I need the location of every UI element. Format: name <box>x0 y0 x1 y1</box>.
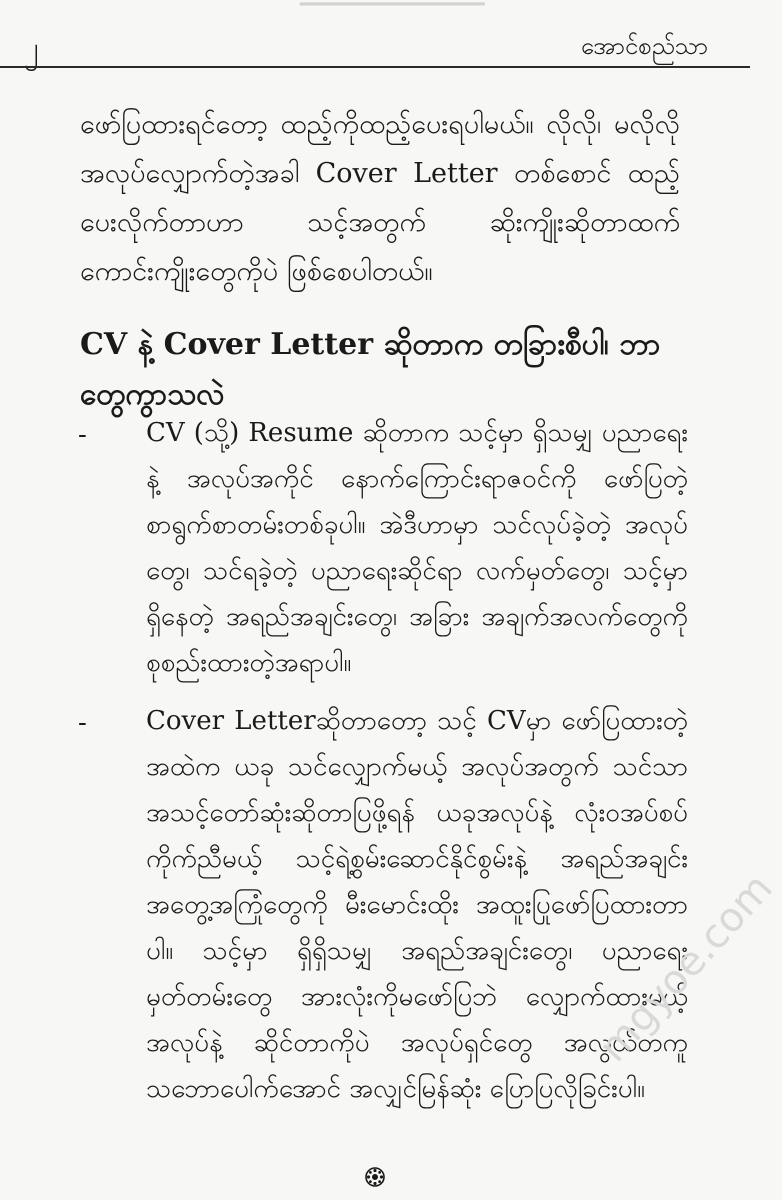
bullet-text: CV (သို့) Resume ဆိုတာက သင့်မှာ ရှိသမျှ ပညာရေးနဲ့ အလုပ်အကိုင် နောက်ကြောင်းရာဇဝင်ကို ဖော်ပြတဲ့စာရွက်စာတမ်းတစ်ခုပါ။ အဲဒီဟာမှာ သင်လုပ်ခဲ့တဲ့ အလုပ်တွေ၊ သင်ရခဲ့တဲ့ ပညာရေးဆိုင်ရာ လက်မှတ်တွေ၊ သင့်မှာ ရှိနေတဲ့ အရည်အချင်းတွေ၊ အခြား အချက်အလက်တွေကို စုစည်းထားတဲ့အရာပါ။ <box>146 418 688 678</box>
bullet-marker: - <box>78 708 87 738</box>
section-heading: CV နဲ့ Cover Letter ဆိုတာက တခြားစီပါ၊ ဘာတွေကွာသလဲ <box>80 327 661 412</box>
running-head-author: အောင်စည်သာ <box>580 32 708 60</box>
bullet-text: Cover Letterဆိုတာတော့ သင့် CVမှာ ဖော်ပြထားတဲ့ အထဲက ယခု သင်လျှောက်မယ့် အလုပ်အတွက် သင်သာ အသင့်တော်ဆုံးဆိုတာပြဖို့ရန် ယခုအလုပ်နဲ့ လုံးဝအပ်စပ်ကိုက်ညီမယ့် သင့်ရဲ့စွမ်းဆောင်နိုင်စွမ်းနဲ့ အရည်အချင်း အတွေ့အကြုံတွေကို မီးမောင်းထိုး အထူးပြုဖော်ပြထားတာပါ။ သင့်မှာ ရှိရှိသမျှ အရည်အချင်းတွေ၊ ပညာရေးမှတ်တမ်းတွေ အားလုံးကိုမဖော်ပြဘဲ လျှောက်ထားမယ့် အလုပ်နဲ့ ဆိုင်တာကိုပဲ အလုပ်ရှင်တွေ အလွယ်တကူ သဘောပေါက်အောင် အလျှင်မြန်ဆုံး ပြောပြလိုခြင်းပါ။ <box>146 706 688 1104</box>
header-rule <box>0 66 750 68</box>
bullet-list <box>78 410 688 1124</box>
bleed-through-text: ▔▔▔▔▔▔▔▔▔▔▔▔ <box>300 2 485 26</box>
page-number: ၂ <box>24 31 39 66</box>
bullet-marker: - <box>78 420 87 450</box>
intro-paragraph: ဖော်ပြထားရင်တော့ ထည့်ကိုထည့်ပေးရပါမယ်။ လိုလို၊ မလိုလို အလုပ်လျှောက်တဲ့အခါ Cover Letter တစ်စောင် ထည့်ပေးလိုက်တာဟာ သင့်အတွက် ဆိုးကျိုးဆိုတာထက် ကောင်းကျိုးတွေကိုပဲ ဖြစ်စေပါတယ်။ <box>80 109 680 287</box>
list-item <box>78 698 688 1112</box>
watermark: mgyoe.com <box>590 865 782 1071</box>
page-header <box>0 28 750 68</box>
list-item <box>78 410 688 686</box>
flower-ornament-icon <box>364 1166 386 1188</box>
